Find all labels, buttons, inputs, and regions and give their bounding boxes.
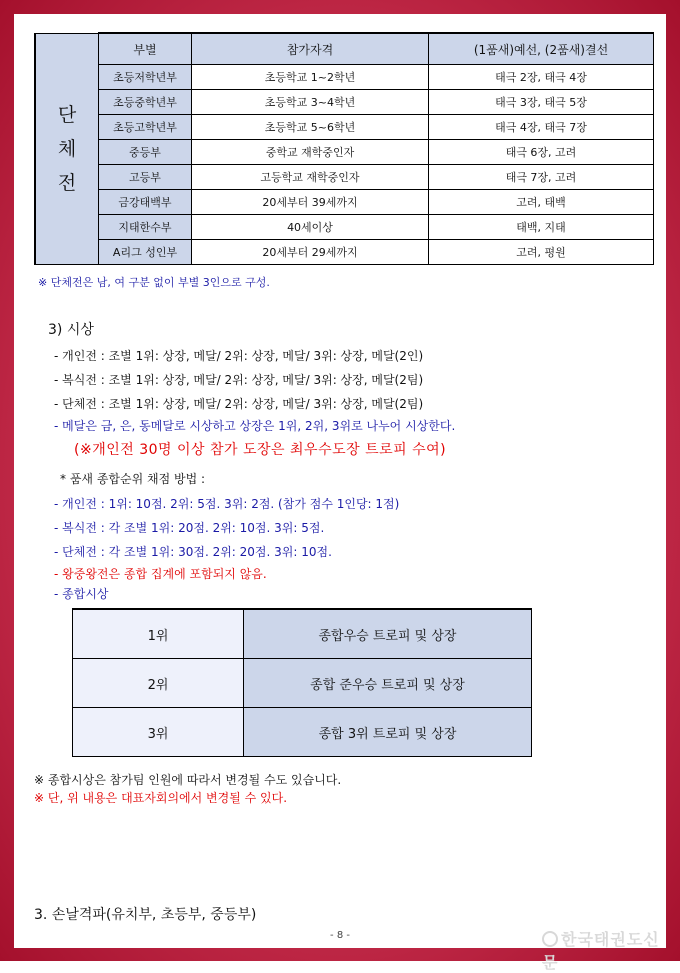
qualification-cell: 초등학교 1~2학년: [192, 65, 429, 90]
award-line-pair: - 복식전 : 조별 1위: 상장, 메달/ 2위: 상장, 메달/ 3위: 상장, 메달(2팀): [54, 373, 424, 387]
header-division: 부별: [99, 33, 192, 65]
team-side-label: [35, 33, 99, 265]
division-cell: 고등부: [99, 165, 192, 190]
table-row: [35, 240, 654, 265]
awards-section-title: 3) 시상: [48, 322, 94, 338]
scoring-line-individual: - 개인전 : 1위: 10점. 2위: 5점. 3위: 2점. (참가 점수 1인당: 1점): [54, 497, 400, 511]
division-cell: 초등중학년부: [99, 90, 192, 115]
division-cell: 초등저학년부: [99, 65, 192, 90]
poomsae-cell: 태극 7장, 고려: [429, 165, 654, 190]
table-row: [73, 708, 532, 757]
scoring-title: * 품새 종합순위 채점 방법 :: [60, 472, 206, 486]
rank-cell: 3위: [73, 708, 244, 757]
document-page: [14, 14, 666, 972]
overall-award-table: [72, 608, 532, 757]
division-cell: 금강태백부: [99, 190, 192, 215]
poomsae-cell: 태극 3장, 태극 5장: [429, 90, 654, 115]
team-event-table: [34, 32, 654, 265]
table-row: [35, 65, 654, 90]
table-row: [73, 609, 532, 659]
poomsae-cell: 고려, 평원: [429, 240, 654, 265]
table-row: [73, 659, 532, 708]
prize-cell: 종합우승 트로피 및 상장: [244, 609, 532, 659]
watermark: [542, 927, 666, 973]
rank-cell: 2위: [73, 659, 244, 708]
next-section-title: 3. 손날격파(유치부, 초등부, 중등부): [34, 907, 257, 923]
team-table-note: ※ 단체전은 남, 여 구분 없이 부별 3인으로 구성.: [38, 276, 270, 289]
qualification-cell: 40세이상: [192, 215, 429, 240]
exclusion-line: - 왕중왕전은 종합 집계에 포함되지 않음.: [54, 567, 267, 581]
rank-cell: 1위: [73, 609, 244, 659]
prize-cell: 종합 준우승 트로피 및 상장: [244, 659, 532, 708]
side-char: 단: [57, 103, 77, 126]
watermark-text: 한국태권도신문: [542, 930, 660, 972]
award-line-individual: - 개인전 : 조별 1위: 상장, 메달/ 2위: 상장, 메달/ 3위: 상장, 메달(2인): [54, 349, 424, 363]
header-poomsae: (1품새)예선, (2품새)결선: [429, 33, 654, 65]
table-row: [35, 190, 654, 215]
medal-line: - 메달은 금, 은, 동메달로 시상하고 상장은 1위, 2위, 3위로 나누어 시상한다.: [54, 419, 456, 433]
trophy-highlight: (※개인전 30명 이상 참가 도장은 최우수도장 트로피 수여): [74, 442, 447, 458]
poomsae-cell: 태극 2장, 태극 4장: [429, 65, 654, 90]
poomsae-cell: 태극 6장, 고려: [429, 140, 654, 165]
qualification-cell: 초등학교 3~4학년: [192, 90, 429, 115]
division-cell: 지태한수부: [99, 215, 192, 240]
table-row: [35, 215, 654, 240]
overall-note-2: ※ 단, 위 내용은 대표자회의에서 변경될 수 있다.: [34, 791, 288, 805]
table-row: [35, 90, 654, 115]
division-cell: A리그 성인부: [99, 240, 192, 265]
award-line-team: - 단체전 : 조별 1위: 상장, 메달/ 2위: 상장, 메달/ 3위: 상장, 메달(2팀): [54, 397, 424, 411]
qualification-cell: 20세부터 39세까지: [192, 190, 429, 215]
watermark-logo-icon: [542, 931, 558, 947]
scoring-line-pair: - 복식전 : 각 조별 1위: 20점. 2위: 10점. 3위: 5점.: [54, 521, 325, 535]
page-number: - 8 -: [330, 930, 350, 941]
table-row: [35, 140, 654, 165]
table-row: [35, 115, 654, 140]
side-char: 체: [57, 137, 77, 160]
qualification-cell: 고등학교 재학중인자: [192, 165, 429, 190]
overall-note-1: ※ 종합시상은 참가팀 인원에 따라서 변경될 수도 있습니다.: [34, 773, 342, 787]
qualification-cell: 중학교 재학중인자: [192, 140, 429, 165]
table-header-row: [35, 33, 654, 65]
prize-cell: 종합 3위 트로피 및 상장: [244, 708, 532, 757]
table-row: [35, 165, 654, 190]
qualification-cell: 20세부터 29세까지: [192, 240, 429, 265]
side-char: 전: [57, 171, 77, 194]
poomsae-cell: 고려, 태백: [429, 190, 654, 215]
poomsae-cell: 태백, 지태: [429, 215, 654, 240]
scoring-line-team: - 단체전 : 각 조별 1위: 30점. 2위: 20점. 3위: 10점.: [54, 545, 332, 559]
division-cell: 초등고학년부: [99, 115, 192, 140]
poomsae-cell: 태극 4장, 태극 7장: [429, 115, 654, 140]
header-qualification: 참가자격: [192, 33, 429, 65]
qualification-cell: 초등학교 5~6학년: [192, 115, 429, 140]
overall-award-title: - 종합시상: [54, 587, 109, 601]
division-cell: 중등부: [99, 140, 192, 165]
